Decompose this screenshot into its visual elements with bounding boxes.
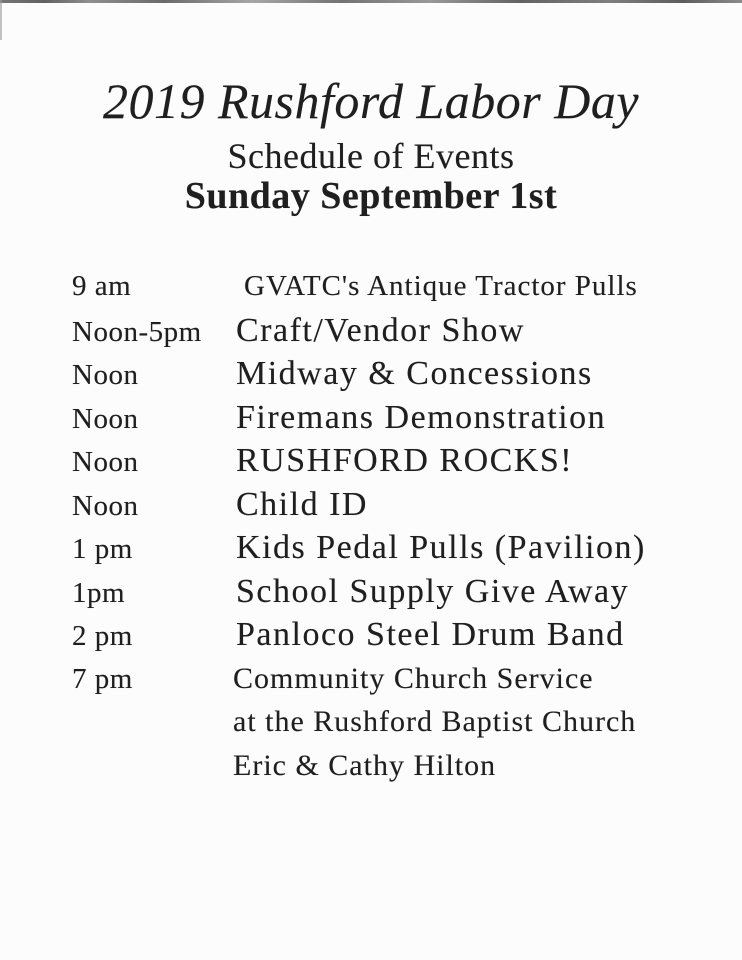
schedule-row (72, 657, 732, 701)
schedule-row (72, 352, 732, 396)
event-name-continuation: Eric & Cathy Hilton (233, 748, 497, 782)
event-time: Noon-5pm (72, 315, 202, 348)
page-title: 2019 Rushford Labor Day (102, 73, 640, 129)
schedule-list (72, 265, 732, 787)
day-heading: Sunday September 1st (184, 175, 558, 217)
schedule-row (72, 309, 732, 353)
schedule-row (72, 265, 732, 309)
event-name-continuation: at the Rushford Baptist Church (233, 705, 637, 738)
schedule-row-continuation (72, 744, 732, 788)
event-time: 7 pm (72, 662, 133, 695)
event-name: Firemans Demonstration (236, 398, 607, 436)
scan-artifact-top-edge (0, 0, 742, 3)
schedule-row (72, 439, 732, 483)
event-time: 1 pm (72, 533, 133, 565)
event-time: Noon (72, 359, 139, 391)
scan-artifact-left-tick (0, 0, 2, 40)
event-name: Midway & Concessions (236, 355, 593, 392)
schedule-row (72, 570, 732, 614)
event-time: 1pm (72, 576, 126, 609)
event-name: Kids Pedal Pulls (Pavilion) (236, 529, 646, 566)
event-time: Noon (72, 489, 139, 522)
event-time: 2 pm (72, 620, 133, 652)
event-name: RUSHFORD ROCKS! (236, 442, 574, 479)
event-name: Community Church Service (233, 661, 594, 695)
schedule-row (72, 396, 732, 440)
schedule-row-continuation (72, 700, 732, 744)
schedule-row (72, 613, 732, 657)
event-name: Craft/Vendor Show (236, 311, 525, 349)
event-name: Child ID (236, 485, 368, 523)
schedule-subtitle: Schedule of Events (227, 136, 515, 176)
event-time: Noon (72, 402, 139, 435)
event-time: Noon (72, 446, 139, 478)
event-time: 9 am (72, 270, 132, 302)
event-name: School Supply Give Away (236, 572, 630, 610)
schedule-row (72, 526, 732, 570)
event-name: GVATC's Antique Tractor Pulls (244, 270, 638, 302)
schedule-row (72, 483, 732, 527)
event-name: Panloco Steel Drum Band (236, 616, 625, 653)
